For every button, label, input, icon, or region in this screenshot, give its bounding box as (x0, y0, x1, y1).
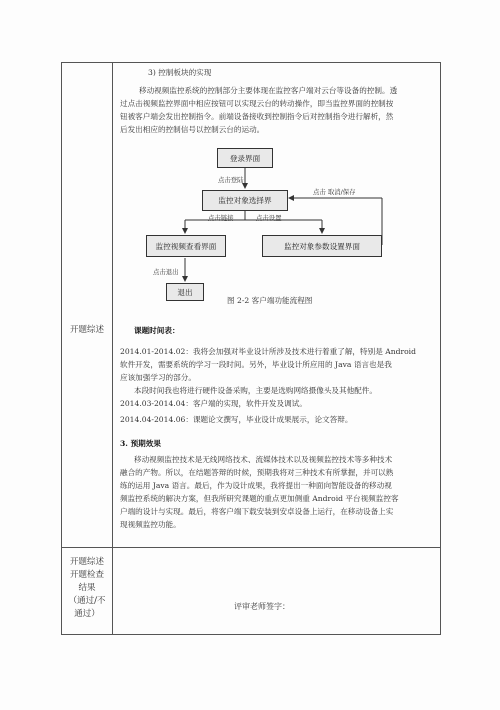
expected-line: 现视频监控功能。 (120, 520, 181, 529)
flow-box-exit: 退出 (166, 283, 204, 301)
schedule-heading: 课题时间表： (134, 326, 180, 335)
flow-box-select: 监控对象选择界 (202, 190, 288, 211)
schedule-line: 2014.04-2014.06：课题论文撰写，毕业设计成果展示，论文答辩。 (120, 415, 353, 424)
flow-box-login: 登录界面 (217, 148, 273, 168)
flow-label-click-settings: 点击设置 (256, 214, 282, 222)
paragraph-line: 移动视频监控系统的控制部分主要体现在监控客户端对云台等设备的控制。透 (139, 86, 398, 95)
label-review-line: 开题检查 (69, 570, 104, 580)
label-proposal-summary: 开题综述 (69, 325, 104, 335)
label-review-line: 开题综述 (69, 557, 104, 567)
schedule-line: 2014.01-2014.02：我将会加强对毕业设计所涉及技术进行着重了解，特别是 Android (120, 347, 416, 356)
expected-line: 练的运用 Java 语言。最后，作为设计成果，我将提出一种面向智能设备的移动视 (120, 481, 392, 490)
expected-line: 融合的产物。所以，在结题答辩的时候，预期我将对三种技术有所掌握，并可以熟 (120, 468, 394, 477)
expected-heading: 3. 预期效果 (120, 439, 161, 448)
paragraph-line: 钮被客户端会发出控制指令。前端设备接收到控制指令后对控制指令进行解析，然 (120, 112, 394, 121)
flow-box-view: 监控视频查看界面 (146, 235, 226, 257)
section-heading: 3) 控制板块的实现 (148, 68, 212, 77)
label-review-line: 通过） (74, 609, 100, 619)
paragraph-line: 过点击视频监控界面中相应按钮可以实现云台的转动操作，即当监控界面的控制按 (120, 99, 394, 108)
expected-line: 户端的设计与实现。最后，将客户端下载安装到安卓设备上运行，在移动设备上实 (120, 507, 394, 516)
flow-label-click-login: 点击登陆 (218, 176, 244, 184)
flow-label-click-link: 点击链接 (208, 214, 234, 222)
schedule-line: 应该加强学习的部分。 (120, 373, 196, 382)
flow-label-click-exit: 点击退出 (153, 268, 179, 276)
schedule-line: 2014.03-2014.04：客户端的实现，软件开发及调试。 (120, 399, 307, 408)
flow-box-settings: 监控对象参数设置界面 (262, 235, 382, 257)
schedule-line: 软件开发，需要系统的学习一段时间。另外，毕业设计所应用的 Java 语言也是我 (120, 360, 392, 369)
label-review-line: 结果 (78, 583, 96, 593)
expected-line: 频监控系统的解决方案，但我所研究课题的重点更加侧重 Android 平台视频监控客 (120, 494, 399, 503)
label-review-line: （通过/不 (68, 596, 106, 606)
figure-caption: 图 2-2 客户端功能流程图 (227, 296, 313, 305)
flow-label-cancel-save: 点击 取消/保存 (313, 188, 356, 196)
reviewer-signature-label: 评审老师签字： (234, 602, 290, 611)
schedule-line: 本段时间我也将进行硬件设备采购，主要是选购网络摄像头及其他配件。 (134, 386, 377, 395)
expected-line: 移动视频监控技术是无线网络技术、流媒体技术以及视频监控技术等多种技术 (134, 455, 393, 464)
paragraph-line: 后发出相应的控制信号以控制云台的运动。 (120, 125, 265, 134)
